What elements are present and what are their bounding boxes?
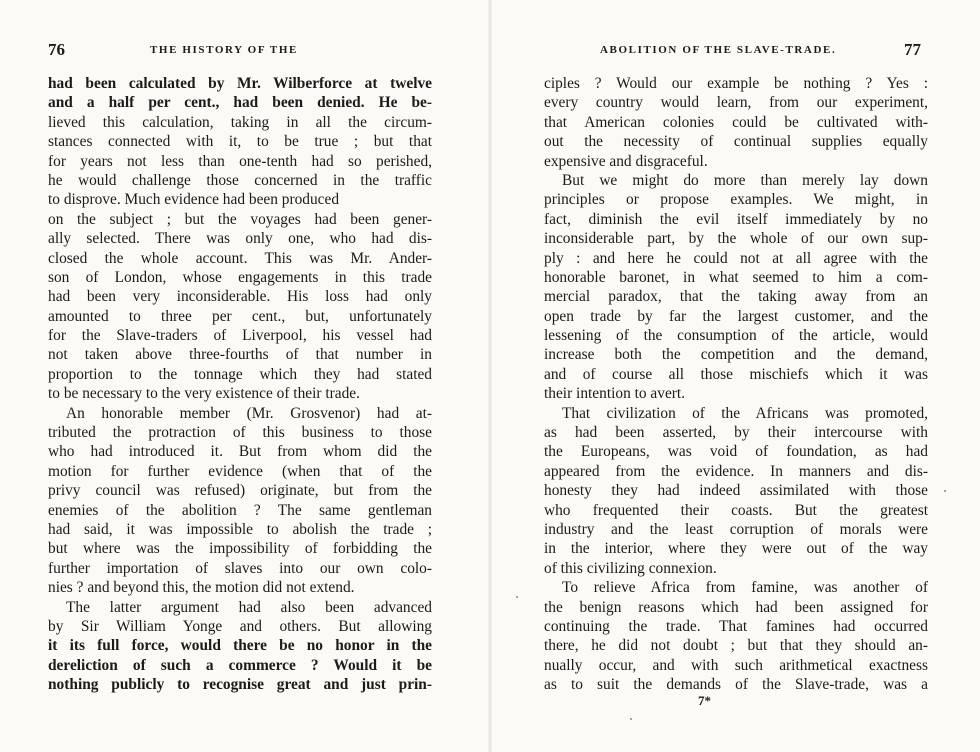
text-line: The latter argument had also been advanced	[66, 598, 432, 616]
text-line: An honorable member (Mr. Grosvenor) had at-	[66, 404, 432, 422]
text-line: inconsiderable part, by the whole of our own sup-	[544, 230, 928, 248]
text-line: closed the whole account. This was Mr. Ander-	[48, 249, 432, 267]
text-line: dereliction of such a commerce ? Would it be	[48, 656, 432, 674]
text-line: and of course all those mischiefs which it was	[544, 365, 928, 383]
text-line: not taken above three-fourths of that number in	[48, 346, 432, 364]
text-line: there, he did not doubt ; but that they should an-	[544, 637, 928, 655]
left-page-number: 76	[48, 40, 65, 59]
text-line: nothing publicly to recognise great and just prin-	[48, 676, 432, 694]
paper-speck	[516, 596, 518, 598]
text-line: ply : and here he could not at all agree with the	[544, 249, 928, 267]
text-line: who frequented their coasts. But the greatest	[544, 501, 928, 519]
text-line: lieved this calculation, taking in all the circum-	[48, 113, 432, 131]
text-line: to disprove. Much evidence had been produced	[48, 191, 340, 209]
text-line: out the necessity of continual supplies equally	[544, 133, 928, 151]
text-line: privy council was refused) originate, but from the	[48, 482, 432, 500]
text-line: the benign reasons which had been assigned for	[544, 598, 928, 616]
text-line: who had introduced it. But from whom did the	[48, 443, 432, 461]
text-line: open trade by far the largest customer, and the	[544, 307, 928, 325]
text-line: fact, diminish the evil itself immediately by no	[544, 210, 928, 228]
text-line: lessening of the consumption of the article, would	[544, 327, 928, 345]
text-line: had been calculated by Mr. Wilberforce at twelve	[48, 75, 432, 92]
text-line: tributed the protraction of this business to those	[48, 424, 432, 442]
text-line: it its full force, would there be no honor in the	[48, 637, 432, 655]
text-line: proportion to the tonnage which they had stated	[48, 365, 432, 383]
text-line: increase both the competition and the demand,	[544, 346, 928, 364]
text-line: he would challenge those concerned in the traffic	[48, 171, 432, 189]
text-line: son of London, whose engagements in this trade	[48, 268, 432, 286]
text-line: honorable baronet, in what seemed to him a com-	[544, 268, 928, 286]
text-line: That civilization of the Africans was promoted,	[562, 404, 928, 422]
paper-speck	[630, 718, 632, 720]
text-line: to be necessary to the very existence of their trade.	[48, 385, 360, 403]
left-page-text	[48, 74, 432, 695]
text-line: by Sir William Yonge and others. But allowing	[48, 617, 432, 635]
text-line: the Europeans, was void of foundation, as had	[544, 443, 928, 461]
text-line: nually occur, and with such arithmetical exactness	[544, 656, 928, 674]
text-line: but where was the impossibility of forbidding the	[48, 540, 432, 558]
right-page	[490, 0, 980, 752]
text-line: honesty they had indeed assimilated with those	[544, 482, 928, 500]
text-line: continuing the trade. That famines had occurred	[544, 617, 928, 635]
text-line: principles or propose examples. We might, in	[544, 191, 928, 209]
text-line: as to suit the demands of the Slave-trade, was a	[544, 676, 928, 694]
text-line: motion for further evidence (when that of the	[48, 462, 432, 480]
text-line: amounted to three per cent., but, unfortunately	[48, 307, 432, 325]
text-line: stances connected with it, to be true ; but that	[48, 133, 432, 151]
paper-speck	[944, 490, 946, 492]
text-line: had been very inconsiderable. His loss had only	[48, 288, 432, 306]
right-running-head: ABOLITION OF THE SLAVE-TRADE.	[600, 44, 837, 56]
text-line: on the subject ; but the voyages had been gener-	[48, 210, 432, 228]
text-line: But we might do more than merely lay down	[562, 171, 928, 189]
signature-mark: 7*	[698, 693, 711, 708]
text-line: their intention to avert.	[544, 385, 686, 403]
right-page-text	[544, 74, 928, 695]
text-line: for the Slave-traders of Liverpool, his vessel had	[48, 327, 432, 345]
text-line: industry and the least corruption of morals were	[544, 520, 928, 538]
text-line: had said, it was impossible to abolish the trade ;	[48, 520, 432, 538]
text-line: ally selected. There was only one, who had dis-	[48, 230, 432, 248]
text-line: nies ? and beyond this, the motion did not extend.	[48, 579, 355, 597]
text-line: of this civilizing connexion.	[544, 559, 717, 577]
text-line: enemies of the abolition ? The same gentleman	[48, 501, 432, 519]
right-page-number: 77	[904, 40, 921, 59]
left-running-head: THE HISTORY OF THE	[150, 44, 298, 56]
text-line: appeared from the evidence. In manners and dis-	[544, 462, 928, 480]
text-line: ciples ? Would our example be nothing ? Yes :	[544, 75, 928, 92]
text-line: for years not less than one-tenth had so perished,	[48, 152, 432, 170]
text-line: in the interior, where they were out of the way	[544, 540, 928, 558]
text-line: expensive and disgraceful.	[544, 152, 708, 170]
text-line: that American colonies could be cultivated with-	[544, 113, 928, 131]
text-line: further importation of slaves into our own colo-	[48, 559, 432, 577]
text-line: as had been asserted, by their intercourse with	[544, 424, 928, 442]
text-line: mercial paradox, that the taking away from an	[544, 288, 928, 306]
text-line: and a half per cent., had been denied. He be-	[48, 94, 432, 112]
text-line: every country would learn, from our experiment,	[544, 94, 928, 112]
text-line: To relieve Africa from famine, was another of	[562, 579, 928, 597]
